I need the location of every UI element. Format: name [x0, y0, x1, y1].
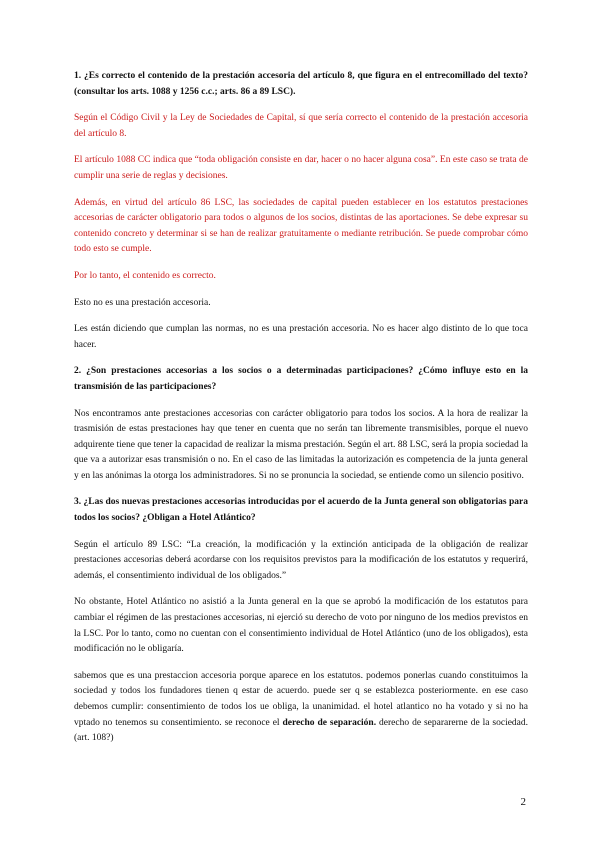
- page-number: 2: [520, 796, 526, 808]
- note-paragraph: Esto no es una prestación accesoria.: [74, 297, 211, 308]
- note-paragraph: [74, 669, 528, 747]
- question-3-heading: 3. ¿Las dos nuevas prestaciones accesorias introducidas por el acuerdo de la Junta general son obligatorias para todos los socios? ¿Obligan a Hotel Atlántico?: [74, 497, 528, 524]
- answer-1-paragraph: Además, en virtud del artículo 86 LSC, las sociedades de capital pueden establecer en los estatutos prestaciones accesorias de carácter obligatorio para todos o algunos de los socios, distintas de las aportaciones. Se debe expresar su contenido concreto y determinar si se han de realizar gratuitamente o mediante retribución. Se puede comprobar cómo todo esto se cumple.: [74, 197, 528, 255]
- answer-1-paragraph: El artículo 1088 CC indica que “toda obligación consiste en dar, hacer o no hacer alguna cosa”. En este caso se trata de cumplir una serie de reglas y decisiones.: [74, 155, 528, 181]
- question-2-heading: 2. ¿Son prestaciones accesorias a los socios o a determinadas participaciones? ¿Cómo influye esto en la transmisión de las participaciones?: [74, 366, 528, 392]
- note-bold-term: derecho de separación.: [282, 717, 377, 728]
- answer-1-conclusion: Por lo tanto, el contenido es correcto.: [74, 270, 216, 281]
- question-1-heading: 1. ¿Es correcto el contenido de la prestación accesoria del artículo 8, que figura en el entrecomillado del texto? (consultar los arts. 1088 y 1256 c.c.; arts. 86 a 89 LSC).: [74, 71, 528, 97]
- answer-3-paragraph: Según el artículo 89 LSC: “La creación, la modificación y la extinción anticipada de la obligación de realizar prestaciones accesorias deberá acordarse con los requisitos previstos para la modificación de los estatutos y requerirá, además, el consentimiento individual de los obligados.”: [74, 539, 528, 581]
- document-body: [74, 69, 528, 758]
- answer-1-paragraph: Según el Código Civil y la Ley de Sociedades de Capital, sí que sería correcto el contenido de la prestación accesoria del artículo 8.: [74, 113, 528, 139]
- answer-2-paragraph: Nos encontramos ante prestaciones accesorias con carácter obligatorio para todos los socios. A la hora de realizar la trasmisión de estas prestaciones hay que tener en cuenta que no serán tan libremente transmisibles, porque el nuevo adquirente tiene que tener la capacidad de realizar la misma prestación. Según el art. 88 LSC, será la propia sociedad la que va a autorizar esas transmisión o no. En el caso de las limitadas la autorización es competencia de la junta general y en las anónimas la otorga los administradores. Si no se pronuncia la sociedad, se entiende como un silencio positivo.: [74, 408, 528, 481]
- answer-3-paragraph: No obstante, Hotel Atlántico no asistió a la Junta general en la que se aprobó la modificación de los estatutos para cambiar el régimen de las prestaciones accesorias, ni ejerció su derecho de voto por ninguno de los medios previstos en la LSC. Por lo tanto, como no cuentan con el consentimiento individual de Hotel Atlántico (uno de los obligados), esta modificación no le obligaría.: [74, 597, 528, 655]
- note-text: derecho de separarerne de la sociedad. (art. 108?): [74, 717, 529, 744]
- note-paragraph: Les están diciendo que cumplan las normas, no es una prestación accesoria. No es hacer algo distinto de lo que toca hacer.: [74, 324, 528, 350]
- note-text: sabemos que es una prestaccion accesoria porque aparece en los estatutos. podemos ponerlas cuando constituimos la sociedad y todos los fundadores tienen q estar de acuerdo. puede ser q se establezca posteriormente. en ese caso debemos cumplir: consentimiento de todos los ue obliga, la unanimidad. el hotel atlantico no ha votado y si no ha vptado no tenemos su consentimiento. se reconoce el: [74, 670, 528, 728]
